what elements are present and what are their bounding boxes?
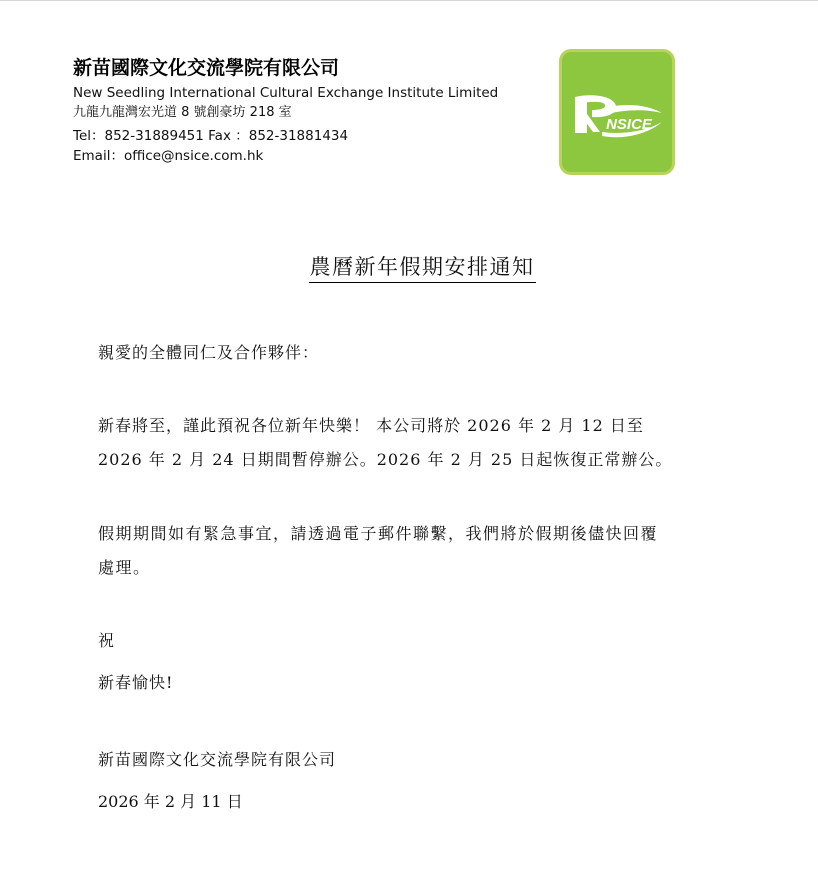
paragraph-line: 新春將至，謹此預祝各位新年快樂！ 本公司將於 2026 年 2 月 12 日至 <box>98 416 644 435</box>
paragraph-line: 假期期間如有緊急事宜，請透過電子郵件聯繫，我們將於假期後儘快回覆 <box>98 524 659 543</box>
company-name-en: New Seedling International Cultural Exchange Institute Limited <box>73 85 499 101</box>
letterhead <box>73 56 543 166</box>
company-name-zh: 新苗國際文化交流學院有限公司 <box>73 57 340 79</box>
paragraph-line: 處理。 <box>98 558 151 577</box>
company-address: 九龍九龍灣宏光道 8 號創豪坊 218 室 <box>73 105 292 120</box>
signature-company: 新苗國際文化交流學院有限公司 <box>98 750 337 769</box>
page-top-border <box>0 0 818 1</box>
company-email: Email：office@nsice.com.hk <box>73 148 264 164</box>
logo-text: NSICE <box>606 116 652 133</box>
salutation: 親愛的全體同仁及合作夥伴： <box>98 343 320 362</box>
paragraph-emergency-contact <box>98 517 658 585</box>
paragraph-holiday-dates <box>98 409 672 477</box>
notice-title: 農曆新年假期安排通知 <box>309 253 536 283</box>
logo-mark <box>562 52 672 172</box>
closing-wish-1: 祝 <box>98 631 115 650</box>
signature-date: 2026 年 2 月 11 日 <box>98 792 243 811</box>
nsice-logo-icon <box>559 49 675 175</box>
closing-wish-2: 新春愉快! <box>98 673 174 692</box>
company-contact: Tel：852-31889451 Fax ：852-31881434 <box>73 128 349 144</box>
paragraph-line: 2026 年 2 月 24 日期間暫停辦公。2026 年 2 月 25 日起恢復正常辦公。 <box>98 450 673 469</box>
